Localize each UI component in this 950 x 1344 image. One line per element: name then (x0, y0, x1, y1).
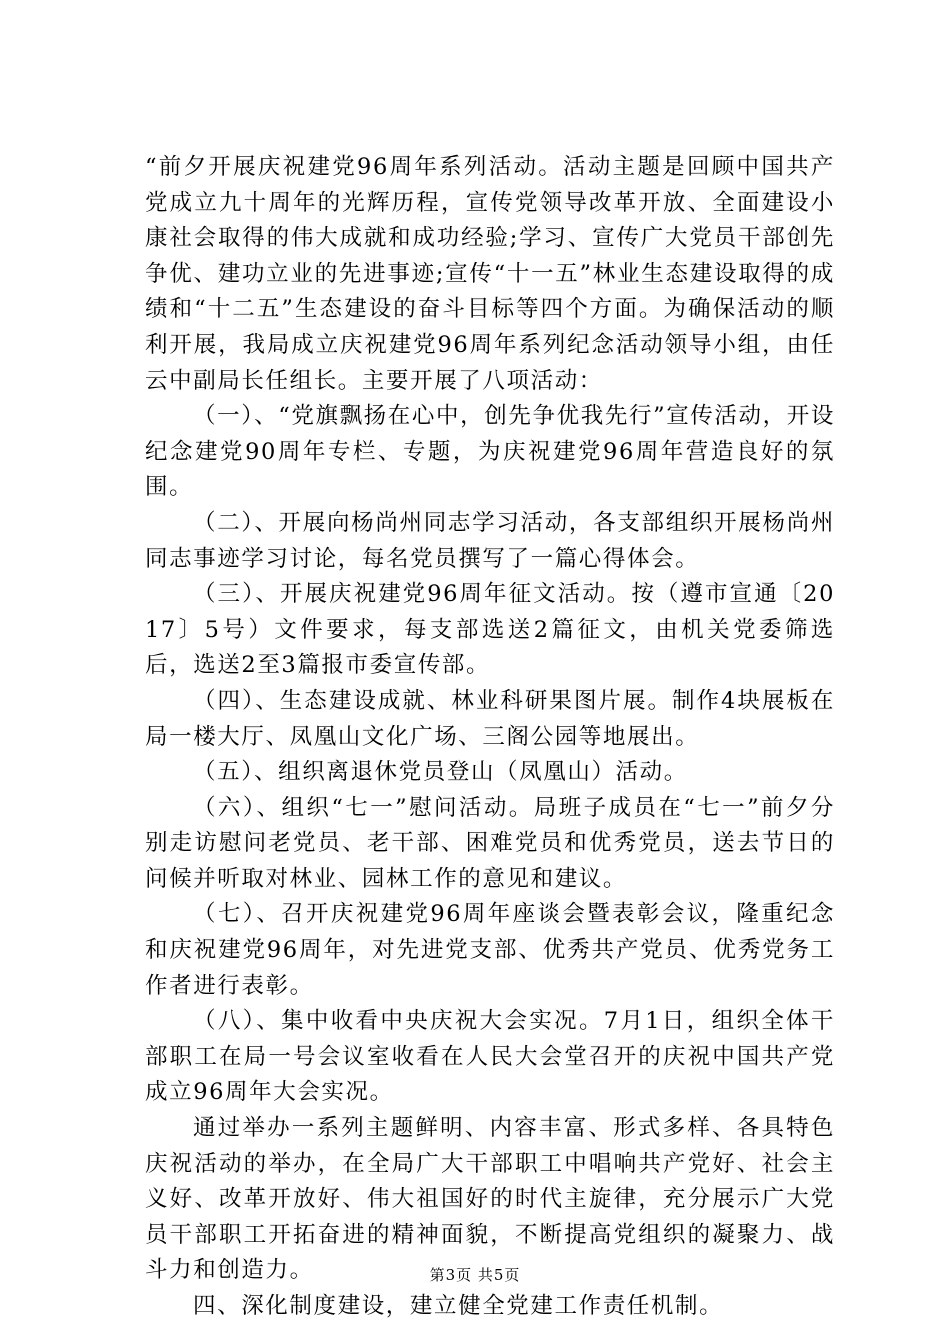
document-body (145, 150, 835, 1325)
page-number-footer: 第3页 共5页 (429, 1266, 521, 1284)
paragraph-intro: “前夕开展庆祝建党96周年系列活动。活动主题是回顾中国共产党成立九十周年的光辉历程，宣传党领导改革开放、全面建设小康社会取得的伟大成就和成功经验;学习、宣传广大党员干部创先争优、建功立业的先进事迹;宣传“十一五”林业生态建设取得的成绩和“十二五”生态建设的奋斗目标等四个方面。为确保活动的顺利开展，我局成立庆祝建党96周年系列纪念活动领导小组，由任云中副局长任组长。主要开展了八项活动： (145, 154, 835, 394)
paragraph-activity-4: （四）、生态建设成就、林业科研果图片展。制作4块展板在局一楼大厅、凤凰山文化广场、三阁公园等地展出。 (145, 687, 835, 750)
paragraph-activity-1: （一）、“党旗飘扬在心中，创先争优我先行”宣传活动，开设纪念建党90周年专栏、专题，为庆祝建党96周年营造良好的氛围。 (145, 403, 835, 501)
paragraph-activity-3: （三）、开展庆祝建党96周年征文活动。按（遵市宣通〔2017〕5号）文件要求，每支部选送2篇征文，由机关党委筛选后，选送2至3篇报市委宣传部。 (145, 581, 835, 679)
paragraph-activity-8: （八）、集中收看中央庆祝大会实况。7月1日，组织全体干部职工在局一号会议室收看在人民大会堂召开的庆祝中国共产党成立96周年大会实况。 (145, 1008, 835, 1106)
paragraph-activity-5: （五）、组织离退休党员登山（凤凰山）活动。 (193, 759, 688, 786)
paragraph-activity-7: （七）、召开庆祝建党96周年座谈会暨表彰会议，隆重纪念和庆祝建党96周年，对先进党支部、优秀共产党员、优秀党务工作者进行表彰。 (145, 901, 835, 999)
section-heading-4: 四、深化制度建设，建立健全党建工作责任机制。 (193, 1293, 724, 1319)
paragraph-activity-2: （二）、开展向杨尚州同志学习活动，各支部组织开展杨尚州同志事迹学习讨论，每名党员撰写了一篇心得体会。 (145, 509, 835, 572)
paragraph-activity-6: （六）、组织“七一”慰问活动。局班子成员在“七一”前夕分别走访慰问老党员、老干部、困难党员和优秀党员，送去节日的问候并听取对林业、园林工作的意见和建议。 (145, 794, 835, 892)
paragraph-summary: 通过举办一系列主题鲜明、内容丰富、形式多样、各具特色庆祝活动的举办，在全局广大干部职工中唱响共产党好、社会主义好、改革开放好、伟大祖国好的时代主旋律，充分展示广大党员干部职工开拓奋进的精神面貌，不断提高党组织的凝聚力、战斗力和创造力。 (145, 1115, 835, 1284)
